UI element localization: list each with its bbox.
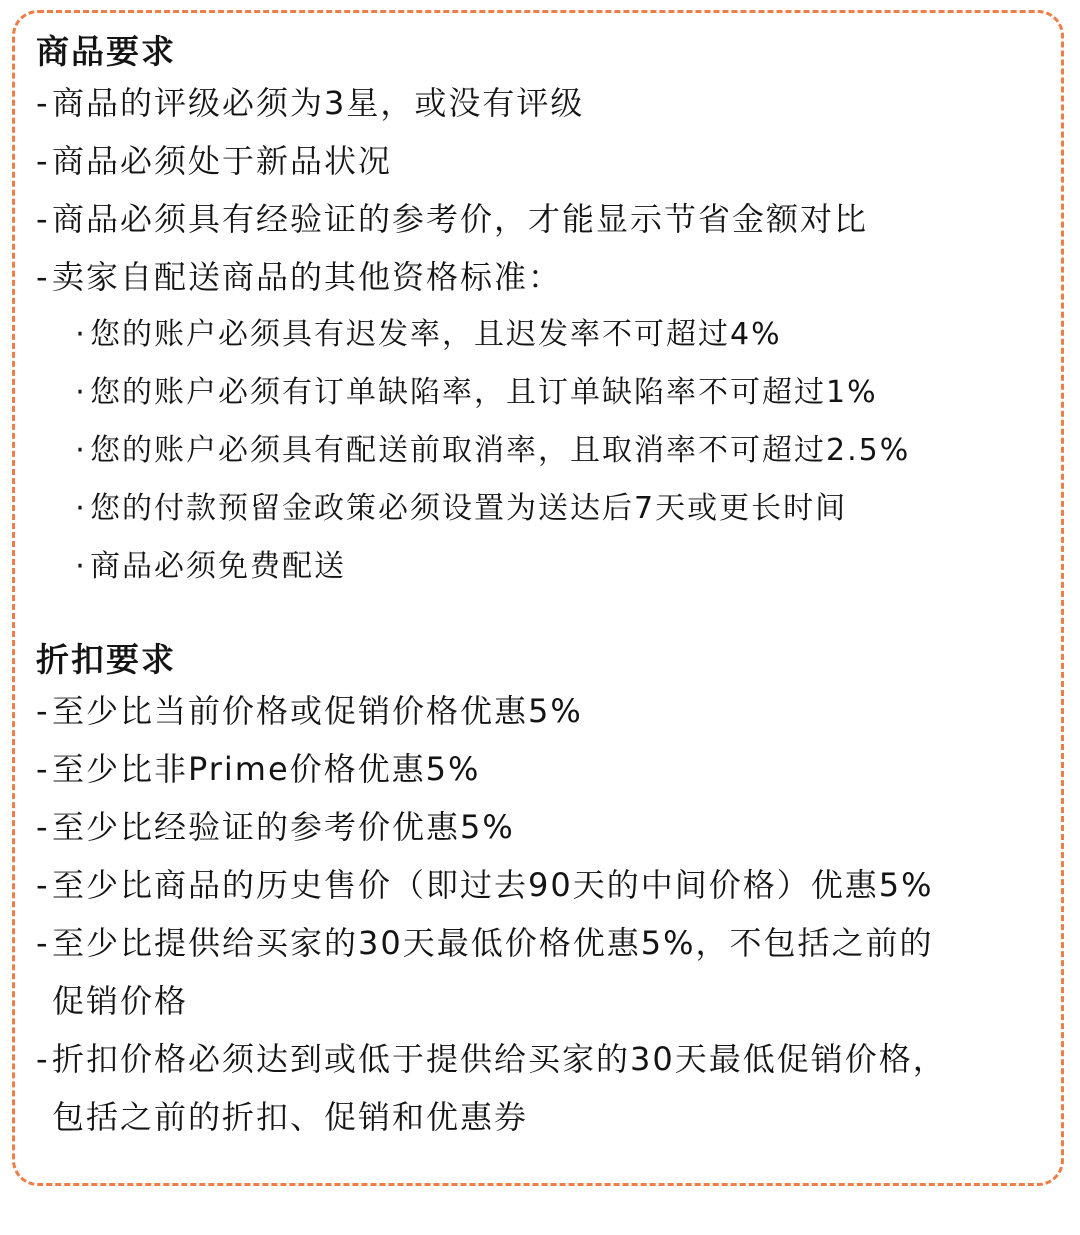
list-item: -商品必须具有经验证的参考价，才能显示节省金额对比: [36, 190, 1066, 248]
dash-bullet: -: [36, 84, 50, 122]
list-item: -折扣价格必须达到或低于提供给买家的30天最低促销价格，: [36, 1030, 1066, 1088]
list-item: -商品必须处于新品状况: [36, 132, 1066, 190]
sub-list-item: · 您的账户必须具有迟发率，且迟发率不可超过4%: [36, 306, 1066, 364]
section-title-product: 商品要求: [36, 32, 176, 71]
requirements-content: [36, 30, 1066, 1146]
dash-bullet: -: [36, 866, 50, 904]
sub-list-item: · 您的付款预留金政策必须设置为送达后7天或更长时间: [36, 480, 1066, 538]
list-item: -至少比非Prime价格优惠5%: [36, 740, 1066, 798]
list-item-continuation: 包括之前的折扣、促销和优惠券: [52, 1098, 529, 1136]
dot-bullet: ·: [75, 317, 87, 352]
dash-bullet: -: [36, 258, 50, 296]
sub-list-item: · 您的账户必须具有配送前取消率，且取消率不可超过2.5%: [36, 422, 1066, 480]
section-title-discount: 折扣要求: [36, 640, 176, 679]
dot-bullet: ·: [75, 375, 87, 410]
list-item: -卖家自配送商品的其他资格标准：: [36, 248, 1066, 306]
sub-list-item: · 商品必须免费配送: [36, 538, 1066, 596]
dash-bullet: -: [36, 142, 50, 180]
dash-bullet: -: [36, 808, 50, 846]
list-item: -至少比商品的历史售价（即过去90天的中间价格）优惠5%: [36, 856, 1066, 914]
dash-bullet: -: [36, 1040, 50, 1078]
dot-bullet: ·: [75, 549, 87, 584]
list-item: -至少比当前价格或促销价格优惠5%: [36, 682, 1066, 740]
list-item: -至少比经验证的参考价优惠5%: [36, 798, 1066, 856]
dot-bullet: ·: [75, 433, 87, 468]
list-item: -商品的评级必须为3星，或没有评级: [36, 74, 1066, 132]
sub-list-item: · 您的账户必须有订单缺陷率，且订单缺陷率不可超过1%: [36, 364, 1066, 422]
dash-bullet: -: [36, 750, 50, 788]
dash-bullet: -: [36, 200, 50, 238]
dash-bullet: -: [36, 924, 50, 962]
list-item-continuation: 促销价格: [52, 982, 189, 1020]
list-item: -至少比提供给买家的30天最低价格优惠5%，不包括之前的: [36, 914, 1066, 972]
dot-bullet: ·: [75, 491, 87, 526]
dash-bullet: -: [36, 692, 50, 730]
